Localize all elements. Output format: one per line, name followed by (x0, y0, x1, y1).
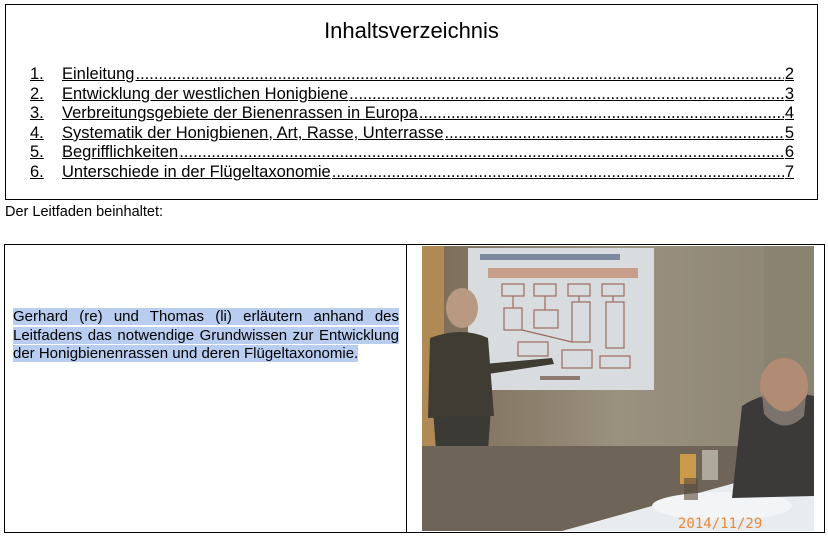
slide-footer (540, 376, 580, 380)
toc-leader-dots (135, 65, 783, 85)
cup (684, 478, 698, 500)
slide-header (480, 254, 620, 260)
toc-entry-page: 2 (784, 65, 794, 83)
presenter-head (446, 288, 478, 328)
toc-entry-text: Verbreitungsgebiete der Bienenrassen in Europa (62, 104, 418, 123)
toc-title: Inhaltsverzeichnis (324, 18, 499, 43)
toc-entry[interactable] (30, 143, 794, 163)
toc-list (30, 65, 794, 183)
toc-entry-page: 4 (784, 104, 794, 123)
toc-entry[interactable] (30, 65, 794, 85)
toc-entry-number: 4. (30, 123, 44, 142)
caption-highlight: Gerhard (re) und Thomas (li) erläutern anhand des Leitfadens das notwendige Grundwissen zur Entwicklung der Honigbienenrassen und deren Flügeltaxonomie. (13, 308, 399, 363)
toc-leader-dots (349, 85, 784, 105)
slide-title-bar (488, 268, 638, 278)
toc-leader-dots (445, 124, 784, 144)
content-table (4, 244, 825, 533)
toc-entry-text: Unterschiede in der Flügeltaxonomie (62, 162, 331, 181)
toc-entry-number: 3. (30, 104, 44, 123)
date-stamp: 2014/11/29 (678, 516, 763, 531)
toc-entry[interactable] (30, 104, 794, 124)
toc-entry-number: 6. (30, 162, 44, 181)
toc-entry-page: 5 (784, 123, 794, 142)
toc-entry-text: Einleitung (62, 65, 135, 83)
toc-entry-text: Begrifflichkeiten (62, 143, 179, 162)
photo-caption[interactable] (13, 308, 399, 364)
toc-entry-page: 6 (784, 143, 794, 162)
photo-scene (422, 246, 814, 531)
table-of-contents (5, 4, 818, 200)
toc-entry-text: Systematik der Honigbienen, Art, Rasse, Unterrasse (62, 123, 444, 142)
caption-cell (5, 245, 407, 532)
toc-entry-number: 2. (30, 84, 44, 103)
toc-entry[interactable] (30, 85, 794, 105)
presentation-photo (422, 246, 814, 531)
toc-entry-number: 1. (30, 65, 44, 83)
intro-text: Der Leitfaden beinhaltet: (5, 204, 163, 220)
toc-entry-page: 7 (784, 162, 794, 181)
presenter-shirt (428, 332, 494, 418)
toc-entry-number: 5. (30, 143, 44, 162)
toc-entry[interactable] (30, 124, 794, 144)
photo-cell (407, 245, 824, 532)
toc-entry-page: 3 (784, 84, 794, 103)
toc-entry[interactable] (30, 163, 794, 183)
water-glass (702, 450, 718, 480)
toc-leader-dots (419, 104, 784, 124)
toc-leader-dots (332, 163, 784, 183)
toc-leader-dots (179, 143, 784, 163)
toc-entry-text: Entwicklung der westlichen Honigbiene (62, 84, 349, 103)
